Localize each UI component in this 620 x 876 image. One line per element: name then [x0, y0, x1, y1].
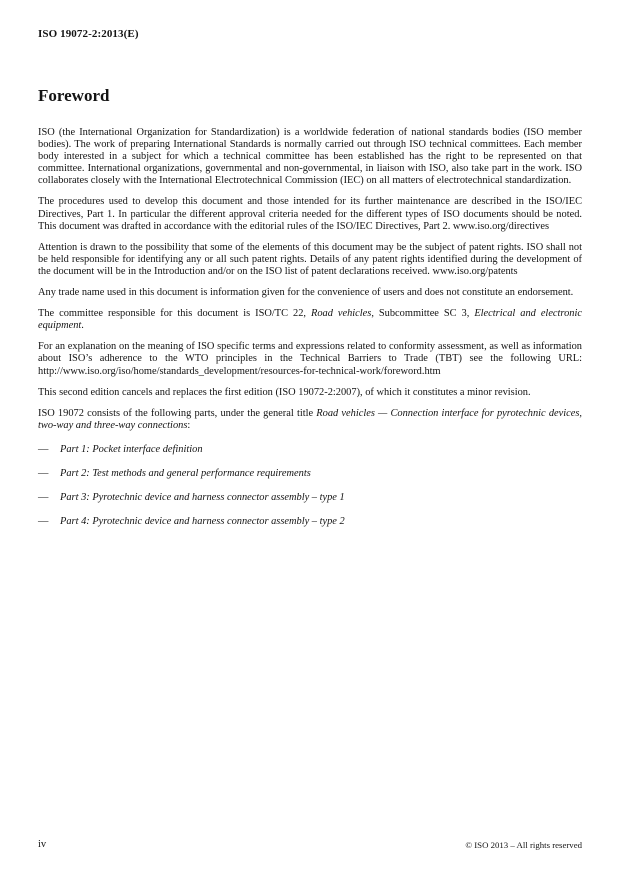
paragraph: ISO 19072 consists of the following parts, under the general title Road vehicles — Connection interface for pyrotechnic devices, two-way and three-way connections:	[38, 407, 582, 431]
paragraph: This second edition cancels and replaces the first edition (ISO 19072-2:2007), of which it constitutes a minor revision.	[38, 386, 531, 398]
list-item-label: Part 2: Test methods and general performance requirements	[60, 467, 311, 479]
paragraph: Any trade name used in this document is information given for the convenience of users and does not constitute an endorsement.	[38, 287, 574, 299]
document-number: ISO 19072-2:2013(E)	[38, 28, 139, 40]
foreword-title: Foreword	[38, 86, 110, 105]
paragraph: For an explanation on the meaning of ISO specific terms and expressions related to conformity assessment, as well as information about ISO’s adherence to the WTO principles in the Technical Barriers to Trade (TBT) see the following URL: http://www.iso.org/iso/home/standards_development/resources-for-technical-work/foreword.htm	[38, 341, 582, 377]
foreword-body	[38, 127, 582, 528]
list-item	[38, 516, 582, 528]
list-dash: —	[38, 443, 49, 455]
list-item	[38, 492, 582, 504]
list-item	[38, 444, 582, 456]
list-dash: —	[38, 492, 49, 504]
paragraph: The procedures used to develop this document and those intended for its further maintenance are described in the ISO/IEC Directives, Part 1. In particular the different approval criteria needed for the different types of ISO documents should be noted. This document was drafted in accordance with the editorial rules of the ISO/IEC Directives, Part 2. www.iso.org/directives	[38, 196, 582, 232]
paragraph: ISO (the International Organization for Standardization) is a worldwide federation of national standards bodies (ISO member bodies). The work of preparing International Standards is normally carried out through ISO technical committees. Each member body interested in a subject for which a technical committee has been established has the right to be represented on that committee. International organizations, governmental and non-governmental, in liaison with ISO, also take part in the work. ISO collaborates closely with the International Electrotechnical Commission (IEC) on all matters of electrotechnical standardization.	[38, 127, 582, 187]
paragraph: Attention is drawn to the possibility that some of the elements of this document may be the subject of patent rights. ISO shall not be held responsible for identifying any or all such patent rights. Details of any patent rights identified during the development of the document will be in the Introduction and/or on the ISO list of patent declarations received. www.iso.org/patents	[38, 241, 582, 277]
page-number: iv	[38, 839, 47, 850]
list-item-label: Part 1: Pocket interface definition	[60, 443, 203, 455]
list-item-label: Part 4: Pyrotechnic device and harness connector assembly – type 2	[60, 516, 345, 528]
list-dash: —	[38, 516, 49, 528]
paragraph: The committee responsible for this document is ISO/TC 22, Road vehicles, Subcommittee SC 3, Electrical and electronic equipment.	[38, 308, 582, 332]
parts-list	[38, 444, 582, 528]
list-item	[38, 468, 582, 480]
list-item-label: Part 3: Pyrotechnic device and harness connector assembly – type 1	[60, 492, 345, 504]
list-dash: —	[38, 467, 49, 479]
page-footer	[38, 839, 582, 850]
copyright-notice: © ISO 2013 – All rights reserved	[465, 840, 582, 850]
